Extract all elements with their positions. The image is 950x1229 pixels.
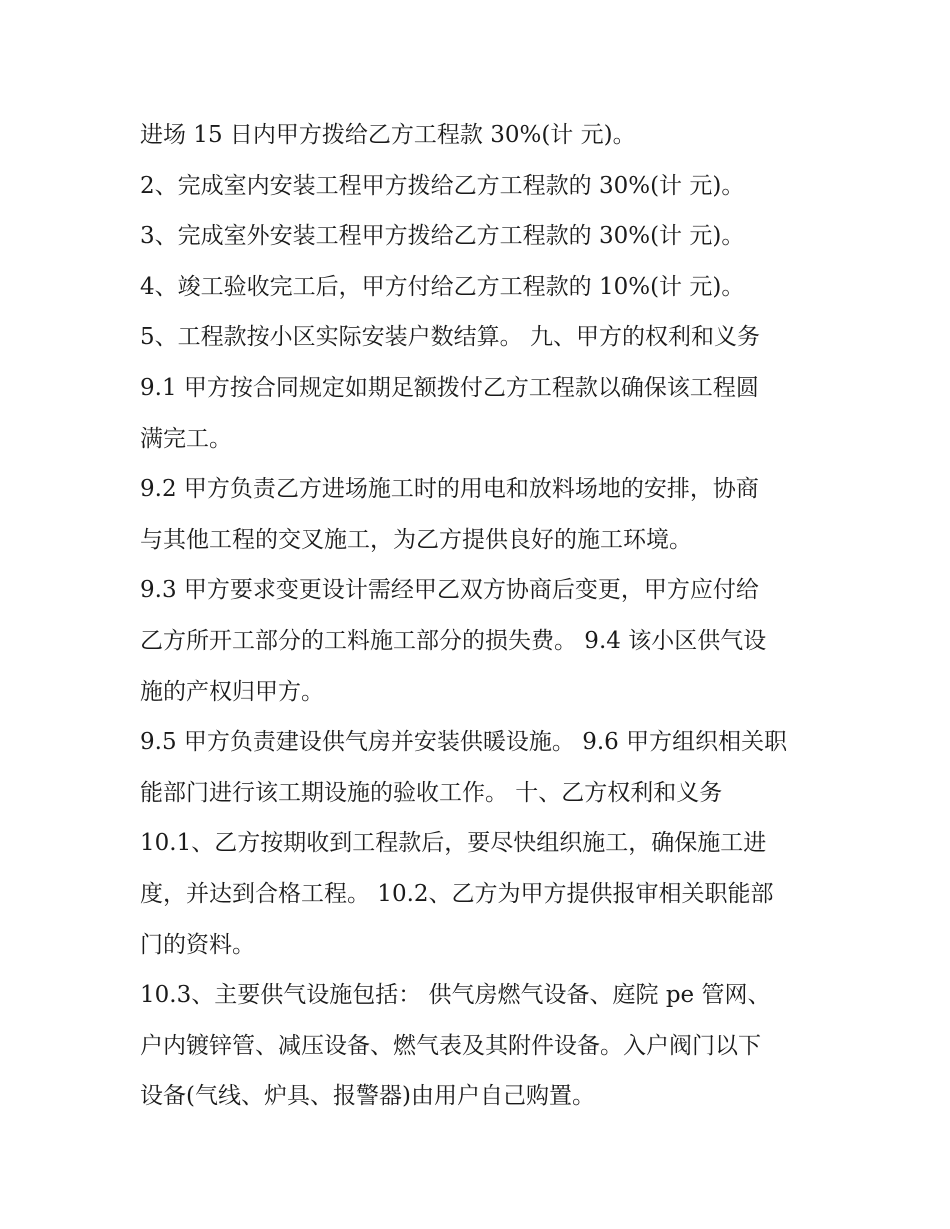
text-line: 满完工。 <box>140 425 232 452</box>
text-line: 4、竣工验收完工后，甲方付给乙方工程款的 10%(计 元)。 <box>140 273 745 300</box>
text-line: 9.1 甲方按合同规定如期足额拨付乙方工程款以确保该工程圆 <box>140 374 759 401</box>
text-line: 进场 15 日内甲方拨给乙方工程款 30%(计 元)。 <box>140 122 636 148</box>
text-line: 10.3、主要供气设施包括： 供气房燃气设备、庭院 pe 管网、 <box>140 982 771 1009</box>
text-line: 9.2 甲方负责乙方进场施工时的用电和放料场地的安排，协商 <box>140 476 759 503</box>
text-line: 9.5 甲方负责建设供气房并安装供暖设施。 9.6 甲方组织相关职 <box>140 729 788 756</box>
text-line: 10.1、乙方按期收到工程款后，要尽快组织施工，确保施工进 <box>140 830 767 857</box>
text-line: 与其他工程的交叉施工，为乙方提供良好的施工环境。 <box>140 526 692 553</box>
text-line: 5、工程款按小区实际安装户数结算。 九、甲方的权利和义务 <box>140 324 760 351</box>
text-line: 能部门进行该工期设施的验收工作。 十、乙方权利和义务 <box>140 779 723 806</box>
text-line: 2、完成室内安装工程甲方拨给乙方工程款的 30%(计 元)。 <box>140 172 745 199</box>
text-line: 3、完成室外安装工程甲方拨给乙方工程款的 30%(计 元)。 <box>140 223 745 250</box>
text-line: 乙方所开工部分的工料施工部分的损失费。 9.4 该小区供气设 <box>140 627 767 654</box>
text-line: 门的资料。 <box>140 931 255 958</box>
text-line: 度，并达到合格工程。 10.2、乙方为甲方提供报审相关职能部 <box>140 880 774 907</box>
text-line: 户内镀锌管、减压设备、燃气表及其附件设备。入户阀门以下 <box>140 1032 761 1059</box>
text-line: 设备(气线、炉具、报警器)由用户自己购置。 <box>140 1083 595 1110</box>
document-body <box>140 110 820 1122</box>
text-line: 9.3 甲方要求变更设计需经甲乙双方协商后变更，甲方应付给 <box>140 577 759 604</box>
text-line: 施的产权归甲方。 <box>140 678 324 705</box>
